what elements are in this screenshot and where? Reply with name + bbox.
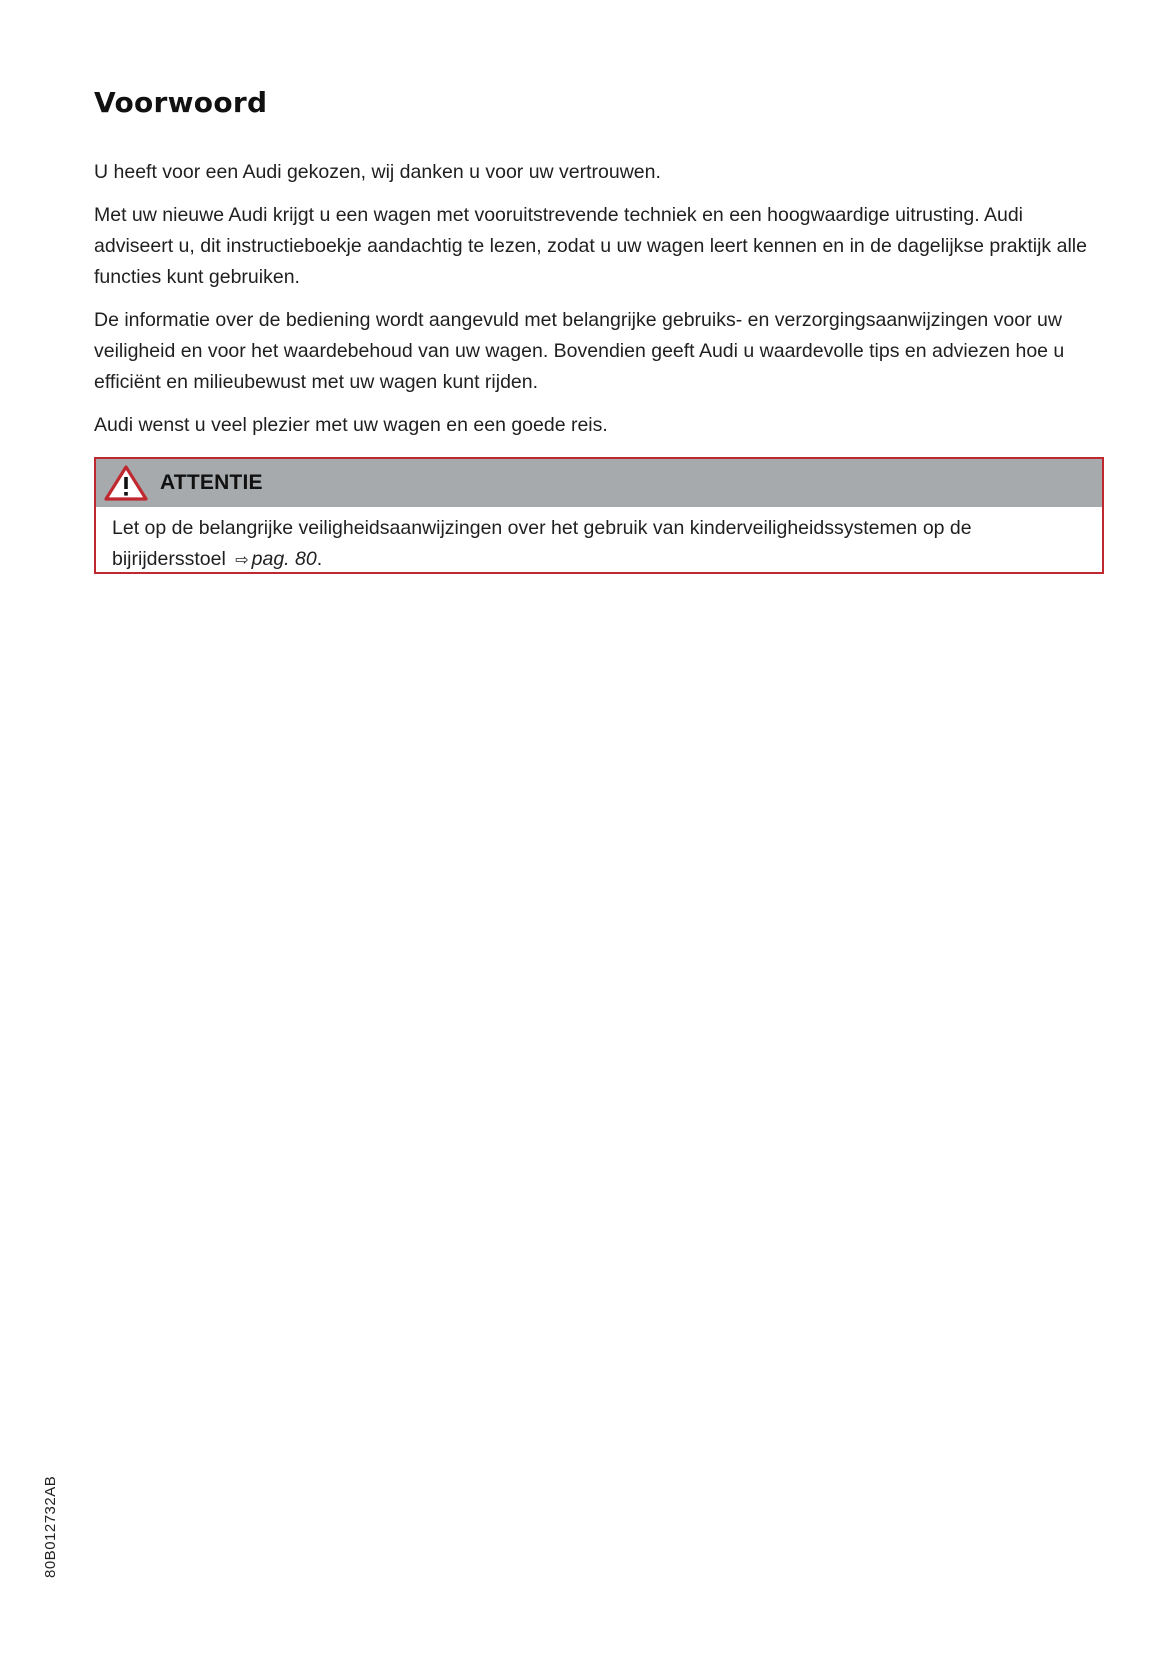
- page-title: Voorwoord: [94, 86, 268, 119]
- warning-label: ATTENTIE: [160, 471, 263, 494]
- warning-message: Let op de belangrijke veiligheidsaanwijzingen over het gebruik van kinderveiligheidssystemen op de bijrijdersstoel: [112, 517, 972, 570]
- paragraph-manual-advice: Met uw nieuwe Audi krijgt u een wagen met vooruitstrevende techniek en een hoogwaardige uitrusting. Audi adviseert u, dit instructieboekje aandachtig te lezen, zodat u uw wagen leert kennen en in de dagelijkse praktijk alle functies kunt gebruiken.: [94, 204, 1087, 288]
- warning-trailing: .: [316, 548, 323, 570]
- paragraph-intro: U heeft voor een Audi gekozen, wij danken u voor uw vertrouwen.: [94, 161, 661, 183]
- arrow-right-icon: ⇨: [235, 552, 249, 569]
- warning-triangle-icon: [104, 465, 148, 501]
- document-code: 80B012732AB: [42, 1475, 59, 1578]
- paragraph-closing: Audi wenst u veel plezier met uw wagen en een goede reis.: [94, 414, 608, 436]
- body-text: [94, 157, 1104, 453]
- warning-text: [96, 507, 1102, 576]
- warning-header: [96, 459, 1102, 507]
- paragraph-information: De informatie over de bediening wordt aangevuld met belangrijke gebruiks- en verzorgingsaanwijzingen voor uw veiligheid en voor het waardebehoud van uw wagen. Bovendien geeft Audi u waardevolle tips en adviezen hoe u efficiënt en milieubewust met uw wagen kunt rijden.: [94, 309, 1065, 393]
- warning-box: [94, 457, 1104, 574]
- page-reference-link[interactable]: pag. 80: [251, 548, 317, 570]
